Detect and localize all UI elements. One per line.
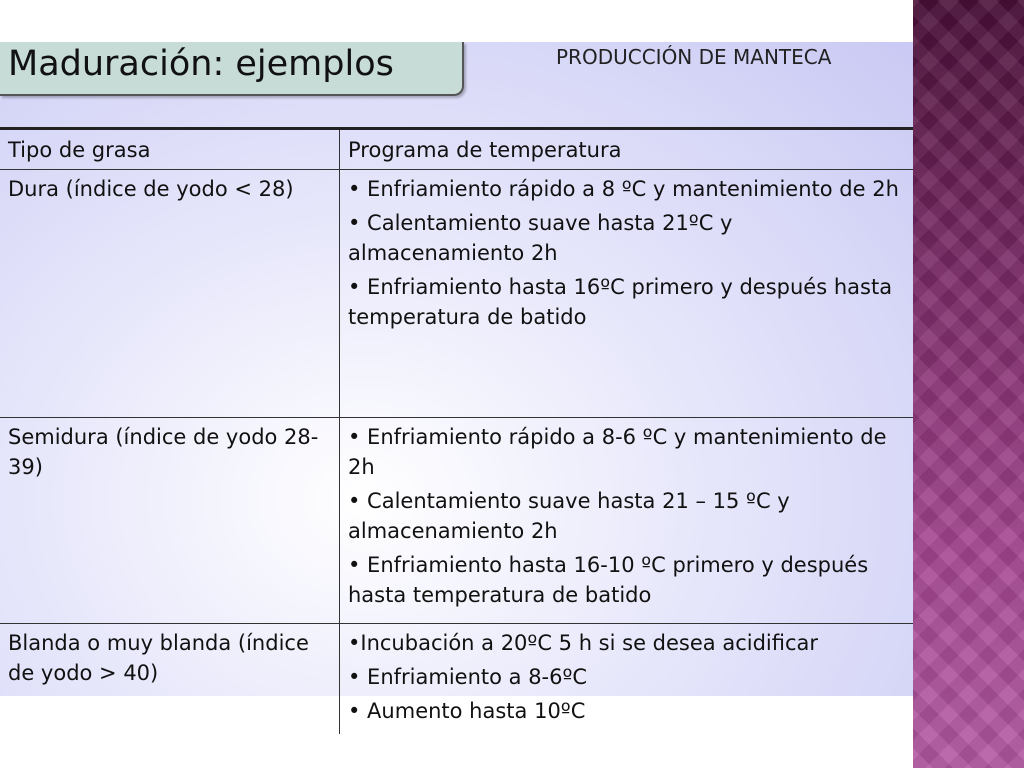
programa-item: • Enfriamiento a 8-6ºC [348, 665, 588, 689]
programa-item: • Calentamiento suave hasta 21 – 15 ºC y almacenamiento 2h [348, 489, 790, 543]
programa-item: • Aumento hasta 10ºC [348, 699, 586, 723]
programa-item: • Enfriamiento rápido a 8 ºC y mantenimiento de 2h [348, 177, 899, 201]
programa-item: • Enfriamiento hasta 16-10 ºC primero y después hasta temperatura de batido [348, 553, 869, 607]
tipo-cell: Dura (índice de yodo < 28) [0, 170, 340, 418]
programa-cell [340, 170, 914, 418]
decorative-side-band [913, 0, 1024, 768]
maduracion-table [0, 127, 913, 734]
header-programa-de-temperatura: Programa de temperatura [340, 129, 914, 170]
tipo-cell: Semidura (índice de yodo 28-39) [0, 418, 340, 624]
programa-item: • Calentamiento suave hasta 21ºC y almacenamiento 2h [348, 211, 733, 265]
programa-cell [340, 418, 914, 624]
slide-title: Maduración: ejemplos [8, 44, 394, 84]
programa-cell [340, 624, 914, 735]
table-header-row [0, 129, 913, 170]
table-row [0, 624, 913, 735]
programa-item: • Enfriamiento hasta 16ºC primero y después hasta temperatura de batido [348, 275, 893, 329]
table-row [0, 170, 913, 418]
tipo-cell: Blanda o muy blanda (índice de yodo > 40) [0, 624, 340, 735]
table-row [0, 418, 913, 624]
programa-item: • Enfriamiento rápido a 8-6 ºC y mantenimiento de 2h [348, 425, 887, 479]
header-tipo-de-grasa: Tipo de grasa [0, 129, 340, 170]
programa-item: •Incubación a 20ºC 5 h si se desea acidificar [348, 631, 819, 655]
slide-subtitle: PRODUCCIÓN DE MANTECA [556, 45, 832, 69]
